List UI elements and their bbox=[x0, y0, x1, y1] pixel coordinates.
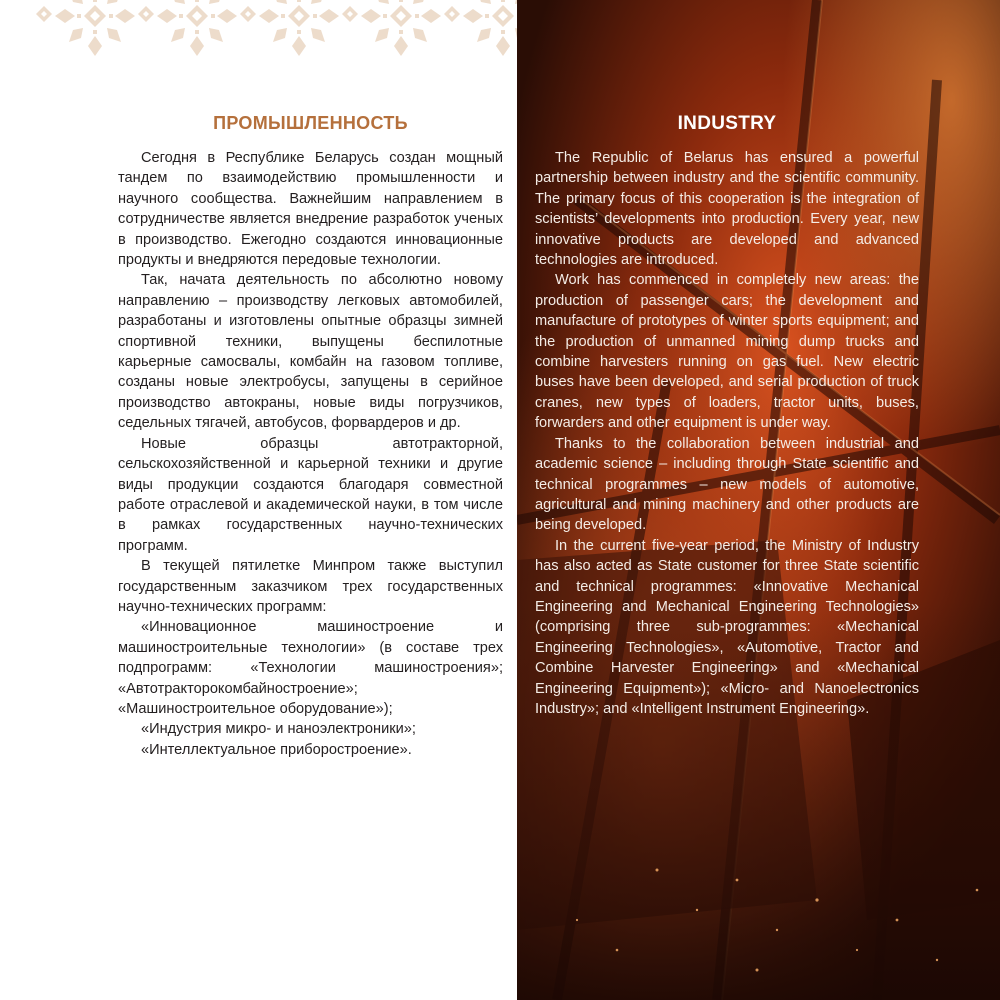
paragraph: В текущей пятилетке Минпром также выступил государственным заказчиком трех государственных научно-технических программ: bbox=[118, 558, 503, 615]
paragraph: Сегодня в Республике Беларусь создан мощный тандем по взаимодействию промышленности и научного сообщества. Важнейшим направлением в сотрудничестве является внедрение разработок ученых в производство. Ежегодно создаются инновационные продукты и внедряются передовые технологии. bbox=[118, 150, 503, 269]
paragraph: Work has commenced in completely new areas: the production of passenger cars; the development and manufacture of prototypes of winter sports equipment; and the production of unmanned mining dump trucks and combine harvesters running on gas fuel. New electric buses have been developed, and serial production of truck cranes, new types of loaders, tractor units, buses, forwarders and other equipment is under way. bbox=[535, 272, 919, 432]
body-text-en bbox=[535, 148, 919, 719]
section-title-en: INDUSTRY bbox=[677, 113, 777, 134]
paragraph: «Индустрия микро- и наноэлектроники»; bbox=[141, 721, 416, 738]
paragraph: In the current five-year period, the Ministry of Industry has also acted as State customer for three State scientific and technical programmes: «Innovative Mechanical Engineering and Mechanical Engineering Technologies» (comprising three sub-programmes: «Mechanical Engineering Technologies», «Automotive, Tractor and Combine Harvester Engineering» and «Mechanical Engineering Equipment»); «Micro- and Nanoelectronics Industry»; and «Intelligent Instrument Engineering». bbox=[535, 537, 919, 717]
folk-ornament-border bbox=[0, 0, 517, 62]
paragraph: Thanks to the collaboration between industrial and academic science – including through State scientific and technical programmes – new models of automotive, agricultural and mining machinery and other products are being developed. bbox=[535, 435, 919, 534]
english-page bbox=[517, 0, 1000, 1000]
body-text-ru bbox=[118, 148, 503, 760]
paragraph: The Republic of Belarus has ensured a powerful partnership between industry and the scientific community. The primary focus of this cooperation is the integration of scientists’ developments into production. Every year, new innovative products are developed and advanced technologies are introduced. bbox=[535, 150, 919, 269]
paragraph: Новые образцы автотракторной, сельскохозяйственной и карьерной техники и другие виды продукции создаются благодаря совместной работе отраслевой и академической науки, в том числе в рамках государственных научно-технических программ. bbox=[118, 435, 503, 554]
paragraph: Так, начата деятельность по абсолютно новому направлению – производству легковых автомобилей, разработаны и изготовлены опытные образцы зимней спортивной техники, выпущены беспилотные карьерные самосвалы, комбайн на газовом топливе, созданы новые электробусы, запущены в серийное производство автокраны, новые виды погрузчиков, седельных тягачей, автобусов, форвардеров и др. bbox=[118, 272, 503, 432]
paragraph: «Инновационное машиностроение и машиностроительные технологии» (в составе трех подпрограмм: «Технологии машиностроения»; «Автотракторокомбайностроение»; «Машиностроительное оборудование»); bbox=[118, 619, 503, 717]
paragraph: «Интеллектуальное приборостроение». bbox=[141, 741, 412, 758]
section-title-ru: ПРОМЫШЛЕННОСТЬ bbox=[213, 113, 408, 133]
